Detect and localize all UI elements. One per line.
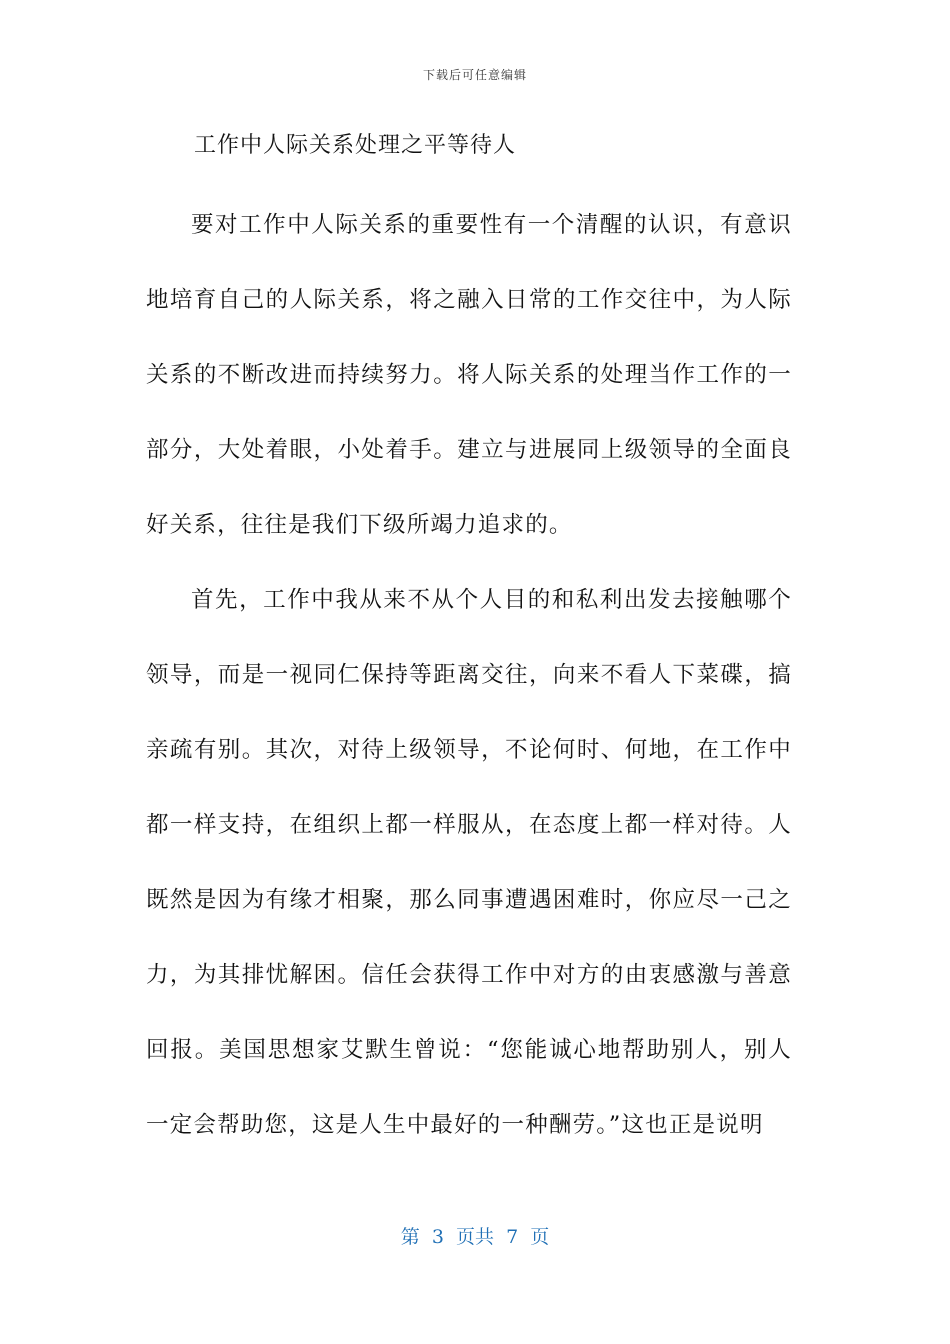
document-title: 工作中人际关系处理之平等待人: [194, 133, 517, 158]
page-number-footer: 第 3 页共 7 页: [400, 1226, 550, 1248]
document-body: [146, 118, 792, 1163]
page-header-note: 下载后可任意编辑: [422, 68, 527, 82]
paragraph-2: 首先，工作中我从来不从个人目的和私利出发去接触哪个领导，而是一视同仁保持等距离交往，向来不看人下菜碟，搞亲疏有别。其次，对待上级领导，不论何时、何地，在工作中都一样支持，在组织上都一样服从，在态度上都一样对待。人既然是因为有缘才相聚，那么同事遭遇困难时，你应尽一己之力，为其排忧解困。信任会获得工作中对方的由衷感激与善意回报。美国思想家艾默生曾说：“您能诚心地帮助别人，别人一定会帮助您，这是人生中最好的一种酬劳。”这也正是说明: [146, 587, 792, 1138]
paragraph-1: 要对工作中人际关系的重要性有一个清醒的认识，有意识地培育自己的人际关系，将之融入日常的工作交往中，为人际关系的不断改进而持续努力。将人际关系的处理当作工作的一部分，大处着眼，小处着手。建立与进展同上级领导的全面良好关系，往往是我们下级所竭力追求的。: [146, 212, 792, 538]
